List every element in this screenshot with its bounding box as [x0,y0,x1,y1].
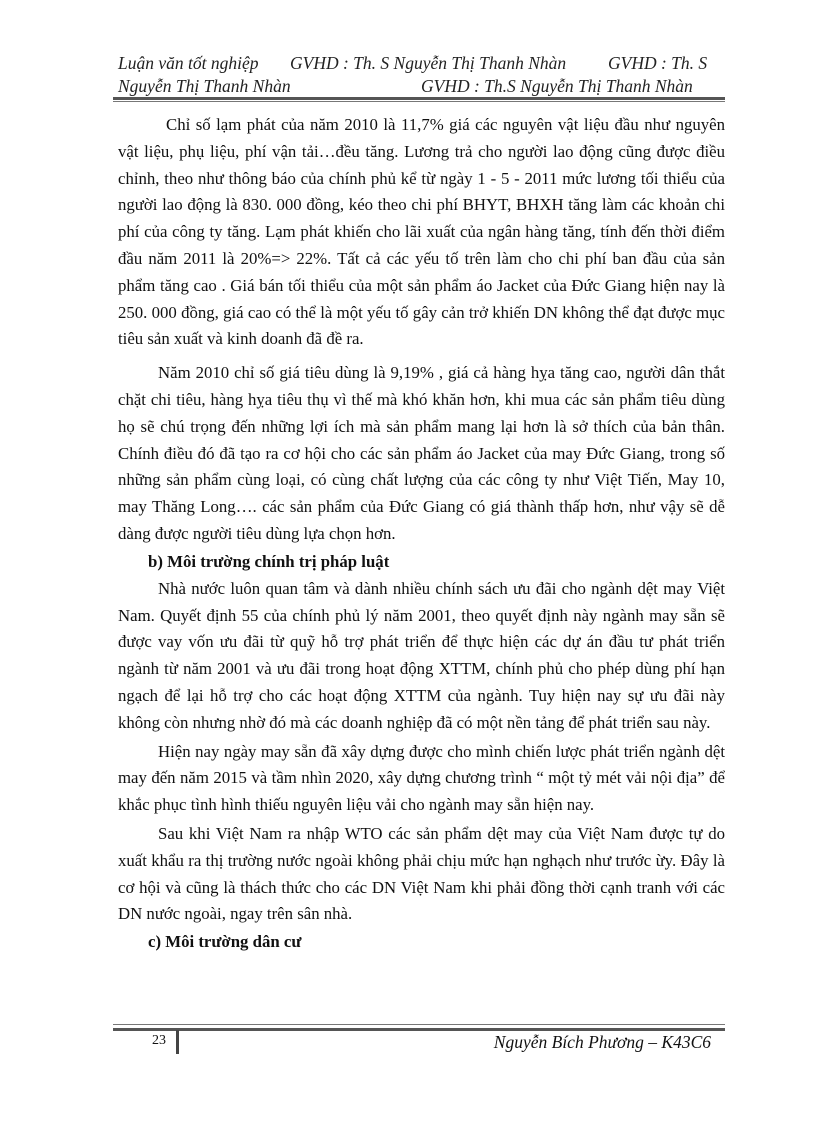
header-line-1 [118,52,718,75]
section-heading-political-legal: b) Môi trường chính trị pháp luật [148,551,390,571]
header-divider [113,97,725,100]
page-number: 23 [152,1033,166,1048]
footer-divider [113,1028,725,1031]
header-line-2 [118,75,718,98]
footer-author: Nguyễn Bích Phương – K43C6 [493,1032,711,1052]
header-advisor-name: Nguyễn Thị Thanh Nhàn [118,76,291,96]
paragraph-consumer-price: Năm 2010 chỉ số giá tiêu dùng là 9,19% , giá cả hàng hỵa tăng cao, người dân thắt chặt chi tiêu, hàng hỵa tiêu thụ vì thế mà khó khăn hơn, khi mua các sản phẩm tiêu dùng họ sẽ chú trọng đến những lợi ích mà sản phẩm mang lại hơn là sở thích của bản thân. Chính điều đó đã tạo ra cơ hội cho các sản phẩm áo Jacket của may Đức Giang, trong số những sản phẩm cùng loại, có cùng chất lượng của các công ty như Việt Tiến, May 10, may Thăng Long…. các sản phẩm của Đức Giang có giá thành thấp hơn, như vậy sẽ dễ dàng được người tiêu dùng lựa chọn hơn. [118,363,725,543]
header-thesis-label: Luận văn tốt nghiệp [118,53,259,73]
header-divider-thin [113,101,725,102]
paragraph-state-policy: Nhà nước luôn quan tâm và dành nhiều chính sách ưu đãi cho ngành dệt may Việt Nam. Quyết định 55 của chính phủ lý năm 2001, theo quyết định này ngành may sẵn sẽ được vay vốn ưu đãi từ quỹ hỗ trợ phát triển để thực hiện các dự án đầu tư phát triển ngành từ năm 2001 và ưu đãi trong hoạt động XTTM, chính phủ cho phép dùng phí hạn ngạch để lại hỗ trợ cho các hoạt động XTTM của ngành. Tuy hiện nay sự ưu đãi này không còn nhưng nhờ đó mà các doanh nghiệp đã có một nền tảng để phát triển sau này. [118,578,725,732]
page-body [118,112,725,956]
page-number-bar [176,1030,179,1054]
paragraph-inflation: Chỉ số lạm phát của năm 2010 là 11,7% giá các nguyên vật liệu đầu như nguyên vật liệu, phụ liệu, phí vận tải…đều tăng. Lương trả cho người lao động cũng được điều chỉnh, theo như thông báo của chính phủ kể từ ngày 1 - 5 - 2011 mức lương tối thiểu của người lao động là 830. 000 đồng, kéo theo chi phí BHYT, BHXH tăng làm các khoản chi phí của công ty tăng. Lạm phát khiến cho lãi xuất của ngân hàng tăng, tính đến thời điểm đầu năm 2011 là 20%=> 22%. Tất cả các yếu tố trên làm cho chi phí ban đầu của sản phẩm tăng cao . Giá bán tối thiểu của một sản phẩm áo Jacket của Đức Giang hiện nay là 250. 000 đồng, giá cao có thể là một yếu tố gây cản trở khiến DN không thể đạt được mục tiêu sản xuất và kinh doanh đã đề ra. [118,115,725,349]
paragraph-wto: Sau khi Việt Nam ra nhập WTO các sản phẩm dệt may của Việt Nam được tự do xuất khẩu ra thị trường nước ngoài không phải chịu mức hạn nghạch như trước ừy. Đây là cơ hội và cũng là thách thức cho các DN Việt Nam khi phải đồng thời cạnh tranh với các DN nước ngoài, ngay trên sân nhà. [118,823,725,924]
header-advisor-label-repeat: GVHD : Th. S [608,53,708,73]
header-advisor-label-2: GVHD : Th.S Nguyễn Thị Thanh Nhàn [421,76,693,96]
footer-divider-thin [113,1024,725,1025]
header-advisor-label: GVHD : Th. S Nguyễn Thị Thanh Nhàn [290,53,567,73]
paragraph-strategy: Hiện nay ngày may sẵn đã xây dựng được cho mình chiến lược phát triển ngành dệt may đến năm 2015 và tầm nhìn 2020, xây dựng chương trình “ một tỷ mét vải nội địa” để khắc phục tình hình thiếu nguyên liệu vải cho ngành may sẵn hiện nay. [118,741,725,815]
section-heading-population: c) Môi trường dân cư [148,932,302,952]
page-header [118,52,718,98]
